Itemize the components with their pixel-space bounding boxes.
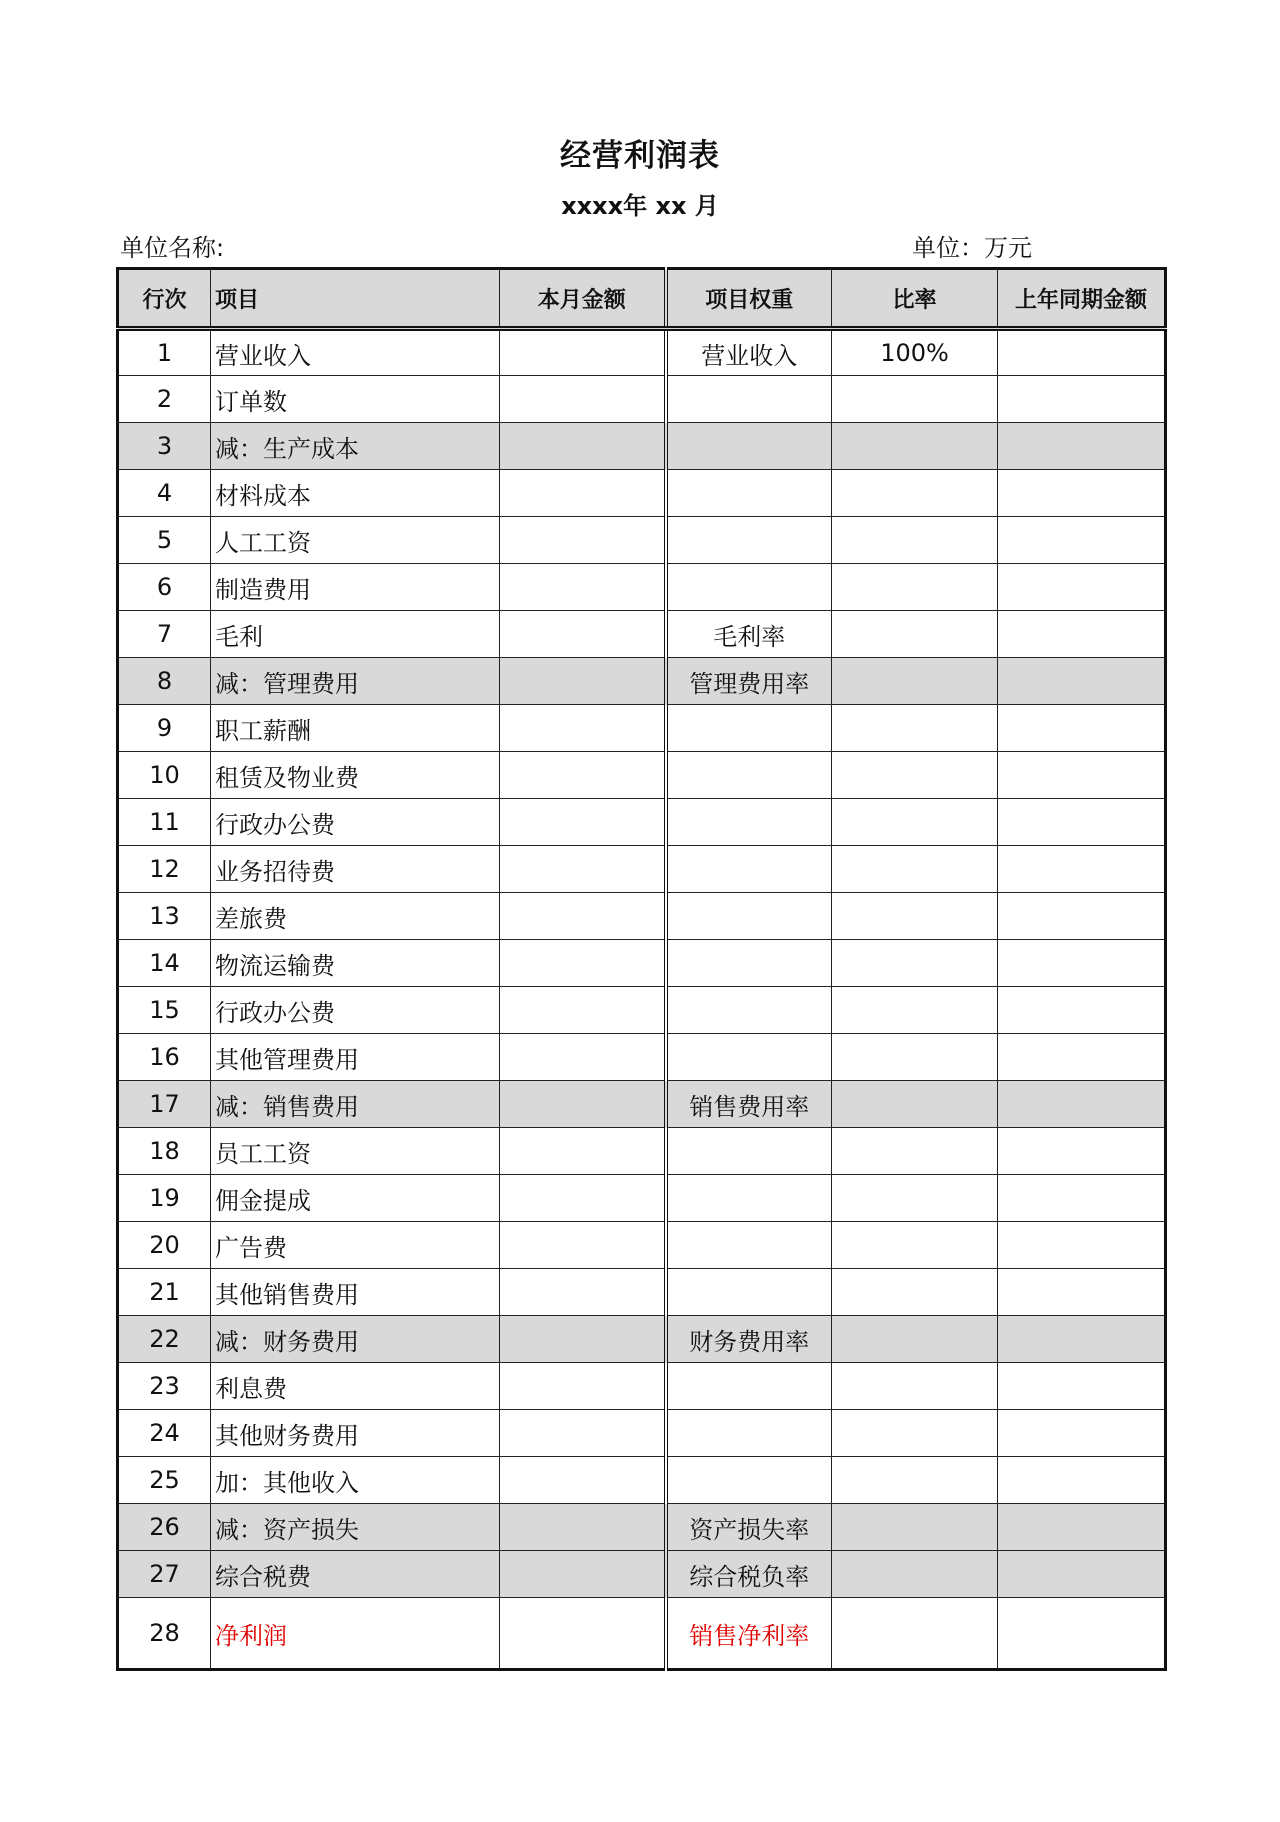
item-name-cell: 减：销售费用: [211, 1081, 500, 1128]
ratio-cell[interactable]: [832, 1081, 998, 1128]
current-month-amount-cell[interactable]: [500, 1222, 666, 1269]
row-number-cell: 20: [118, 1222, 211, 1269]
item-weight-cell: [666, 1410, 832, 1457]
item-name-cell: 其他销售费用: [211, 1269, 500, 1316]
item-weight-cell: [666, 1269, 832, 1316]
item-weight-cell: [666, 940, 832, 987]
current-month-amount-cell[interactable]: [500, 1457, 666, 1504]
ratio-cell[interactable]: [832, 1269, 998, 1316]
item-weight-cell: 营业收入: [666, 329, 832, 376]
item-weight-cell: [666, 1222, 832, 1269]
table-row: [118, 846, 1166, 893]
ratio-cell[interactable]: [832, 611, 998, 658]
ratio-cell[interactable]: [832, 564, 998, 611]
prior-year-amount-cell[interactable]: [998, 658, 1166, 705]
row-number-cell: 28: [118, 1598, 211, 1670]
item-name-cell: 广告费: [211, 1222, 500, 1269]
item-name-cell: 减：财务费用: [211, 1316, 500, 1363]
table-row: [118, 564, 1166, 611]
table-row: [118, 1081, 1166, 1128]
item-name-cell: 加：其他收入: [211, 1457, 500, 1504]
row-number-cell: 21: [118, 1269, 211, 1316]
header-item-weight: 项目权重: [666, 269, 832, 329]
item-weight-cell: [666, 517, 832, 564]
ratio-cell[interactable]: [832, 1175, 998, 1222]
prior-year-amount-cell[interactable]: [998, 1222, 1166, 1269]
prior-year-amount-cell[interactable]: [998, 1598, 1166, 1670]
table-row: [118, 1034, 1166, 1081]
item-weight-cell: [666, 376, 832, 423]
prior-year-amount-cell[interactable]: [998, 1504, 1166, 1551]
item-name-cell: 利息费: [211, 1363, 500, 1410]
item-weight-cell: [666, 752, 832, 799]
item-weight-cell: [666, 987, 832, 1034]
prior-year-amount-cell[interactable]: [998, 423, 1166, 470]
table-row: [118, 1410, 1166, 1457]
current-month-amount-cell[interactable]: [500, 1410, 666, 1457]
item-weight-cell: 资产损失率: [666, 1504, 832, 1551]
row-number-cell: 18: [118, 1128, 211, 1175]
ratio-cell[interactable]: [832, 1598, 998, 1670]
current-month-amount-cell[interactable]: [500, 846, 666, 893]
row-number-cell: 24: [118, 1410, 211, 1457]
table-row: [118, 1128, 1166, 1175]
profit-statement-table: [116, 267, 1167, 1671]
table-row: [118, 752, 1166, 799]
item-name-cell: 综合税费: [211, 1551, 500, 1598]
item-name-cell: 减：生产成本: [211, 423, 500, 470]
table-row: [118, 376, 1166, 423]
header-prior-year-amount: 上年同期金额: [998, 269, 1166, 329]
ratio-cell[interactable]: [832, 752, 998, 799]
item-name-cell: 行政办公费: [211, 987, 500, 1034]
current-month-amount-cell[interactable]: [500, 987, 666, 1034]
item-name-cell: 行政办公费: [211, 799, 500, 846]
current-month-amount-cell[interactable]: [500, 564, 666, 611]
ratio-cell[interactable]: [832, 376, 998, 423]
current-month-amount-cell[interactable]: [500, 517, 666, 564]
item-weight-cell: [666, 799, 832, 846]
row-number-cell: 6: [118, 564, 211, 611]
item-weight-cell: [666, 470, 832, 517]
row-number-cell: 17: [118, 1081, 211, 1128]
ratio-cell[interactable]: [832, 940, 998, 987]
table-row: [118, 893, 1166, 940]
item-name-cell: 减：管理费用: [211, 658, 500, 705]
table-body: [118, 329, 1166, 1670]
item-weight-cell: [666, 1034, 832, 1081]
row-number-cell: 10: [118, 752, 211, 799]
ratio-cell[interactable]: [832, 1222, 998, 1269]
row-number-cell: 2: [118, 376, 211, 423]
row-number-cell: 16: [118, 1034, 211, 1081]
row-number-cell: 9: [118, 705, 211, 752]
prior-year-amount-cell[interactable]: [998, 376, 1166, 423]
item-weight-cell: [666, 1457, 832, 1504]
ratio-cell[interactable]: [832, 1410, 998, 1457]
item-name-cell: 制造费用: [211, 564, 500, 611]
prior-year-amount-cell[interactable]: [998, 893, 1166, 940]
table-row: [118, 1269, 1166, 1316]
prior-year-amount-cell[interactable]: [998, 752, 1166, 799]
ratio-cell[interactable]: [832, 987, 998, 1034]
item-name-cell: 毛利: [211, 611, 500, 658]
table-row: [118, 705, 1166, 752]
table-row: [118, 1504, 1166, 1551]
item-weight-cell: [666, 1363, 832, 1410]
current-month-amount-cell[interactable]: [500, 1598, 666, 1670]
current-month-amount-cell[interactable]: [500, 1551, 666, 1598]
unit-name-label: 单位名称:: [120, 234, 225, 262]
table-row: [118, 1175, 1166, 1222]
prior-year-amount-cell[interactable]: [998, 1551, 1166, 1598]
ratio-cell[interactable]: [832, 1034, 998, 1081]
header-row-number: 行次: [118, 269, 211, 329]
header-ratio: 比率: [832, 269, 998, 329]
row-number-cell: 5: [118, 517, 211, 564]
prior-year-amount-cell[interactable]: [998, 1175, 1166, 1222]
current-month-amount-cell[interactable]: [500, 1081, 666, 1128]
prior-year-amount-cell[interactable]: [998, 1457, 1166, 1504]
row-number-cell: 13: [118, 893, 211, 940]
table-row: [118, 940, 1166, 987]
item-name-cell: 材料成本: [211, 470, 500, 517]
prior-year-amount-cell[interactable]: [998, 1363, 1166, 1410]
table-row: [118, 658, 1166, 705]
prior-year-amount-cell[interactable]: [998, 705, 1166, 752]
current-month-amount-cell[interactable]: [500, 1034, 666, 1081]
item-weight-cell: [666, 1128, 832, 1175]
item-name-cell: 租赁及物业费: [211, 752, 500, 799]
table-header-row: [118, 269, 1166, 329]
ratio-cell[interactable]: [832, 893, 998, 940]
row-number-cell: 7: [118, 611, 211, 658]
current-month-amount-cell[interactable]: [500, 1269, 666, 1316]
current-month-amount-cell[interactable]: [500, 705, 666, 752]
item-weight-cell: [666, 705, 832, 752]
ratio-cell[interactable]: [832, 705, 998, 752]
prior-year-amount-cell[interactable]: [998, 470, 1166, 517]
ratio-cell[interactable]: [832, 517, 998, 564]
row-number-cell: 26: [118, 1504, 211, 1551]
header-item: 项目: [211, 269, 500, 329]
ratio-cell[interactable]: [832, 470, 998, 517]
row-number-cell: 8: [118, 658, 211, 705]
current-month-amount-cell[interactable]: [500, 658, 666, 705]
prior-year-amount-cell[interactable]: [998, 1128, 1166, 1175]
ratio-cell[interactable]: [832, 658, 998, 705]
row-number-cell: 19: [118, 1175, 211, 1222]
prior-year-amount-cell[interactable]: [998, 329, 1166, 376]
current-month-amount-cell[interactable]: [500, 1504, 666, 1551]
table-row: [118, 1457, 1166, 1504]
table-row: [118, 1316, 1166, 1363]
table-row: [118, 1551, 1166, 1598]
item-name-cell: 业务招待费: [211, 846, 500, 893]
item-weight-cell: 管理费用率: [666, 658, 832, 705]
table-row: [118, 611, 1166, 658]
table-row: [118, 517, 1166, 564]
ratio-cell[interactable]: [832, 1504, 998, 1551]
row-number-cell: 12: [118, 846, 211, 893]
prior-year-amount-cell[interactable]: [998, 517, 1166, 564]
item-weight-cell: 销售净利率: [666, 1598, 832, 1670]
item-name-cell: 净利润: [211, 1598, 500, 1670]
row-number-cell: 14: [118, 940, 211, 987]
item-weight-cell: [666, 564, 832, 611]
item-weight-cell: [666, 423, 832, 470]
prior-year-amount-cell[interactable]: [998, 1034, 1166, 1081]
table-row: [118, 329, 1166, 376]
table-row: [118, 799, 1166, 846]
item-weight-cell: 销售费用率: [666, 1081, 832, 1128]
prior-year-amount-cell[interactable]: [998, 564, 1166, 611]
item-name-cell: 差旅费: [211, 893, 500, 940]
prior-year-amount-cell[interactable]: [998, 1269, 1166, 1316]
row-number-cell: 23: [118, 1363, 211, 1410]
header-current-month-amount: 本月金额: [500, 269, 666, 329]
current-month-amount-cell[interactable]: [500, 470, 666, 517]
report-period: xxxx年 xx 月: [561, 192, 719, 220]
current-month-amount-cell[interactable]: [500, 799, 666, 846]
item-name-cell: 职工薪酬: [211, 705, 500, 752]
prior-year-amount-cell[interactable]: [998, 799, 1166, 846]
prior-year-amount-cell[interactable]: [998, 1081, 1166, 1128]
current-month-amount-cell[interactable]: [500, 611, 666, 658]
ratio-cell[interactable]: [832, 1551, 998, 1598]
table-row: [118, 1598, 1166, 1670]
current-month-amount-cell[interactable]: [500, 1175, 666, 1222]
ratio-cell[interactable]: [832, 846, 998, 893]
table-row: [118, 987, 1166, 1034]
item-name-cell: 其他财务费用: [211, 1410, 500, 1457]
ratio-cell[interactable]: [832, 799, 998, 846]
prior-year-amount-cell[interactable]: [998, 987, 1166, 1034]
table-row: [118, 423, 1166, 470]
current-month-amount-cell[interactable]: [500, 940, 666, 987]
item-weight-cell: 毛利率: [666, 611, 832, 658]
report-title: 经营利润表: [560, 138, 720, 174]
table-row: [118, 470, 1166, 517]
row-number-cell: 15: [118, 987, 211, 1034]
prior-year-amount-cell[interactable]: [998, 1316, 1166, 1363]
current-month-amount-cell[interactable]: [500, 329, 666, 376]
ratio-cell[interactable]: [832, 1363, 998, 1410]
ratio-cell[interactable]: [832, 1128, 998, 1175]
current-month-amount-cell[interactable]: [500, 752, 666, 799]
item-name-cell: 人工工资: [211, 517, 500, 564]
item-weight-cell: [666, 893, 832, 940]
ratio-cell[interactable]: [832, 1316, 998, 1363]
row-number-cell: 22: [118, 1316, 211, 1363]
current-month-amount-cell[interactable]: [500, 423, 666, 470]
row-number-cell: 4: [118, 470, 211, 517]
item-weight-cell: 财务费用率: [666, 1316, 832, 1363]
prior-year-amount-cell[interactable]: [998, 940, 1166, 987]
current-month-amount-cell[interactable]: [500, 893, 666, 940]
item-name-cell: 佣金提成: [211, 1175, 500, 1222]
table-row: [118, 1363, 1166, 1410]
item-name-cell: 其他管理费用: [211, 1034, 500, 1081]
current-month-amount-cell[interactable]: [500, 1363, 666, 1410]
item-weight-cell: 综合税负率: [666, 1551, 832, 1598]
ratio-cell[interactable]: [832, 1457, 998, 1504]
current-month-amount-cell[interactable]: [500, 376, 666, 423]
item-weight-cell: [666, 846, 832, 893]
row-number-cell: 1: [118, 329, 211, 376]
item-name-cell: 减：资产损失: [211, 1504, 500, 1551]
item-name-cell: 订单数: [211, 376, 500, 423]
ratio-cell[interactable]: 100%: [832, 329, 998, 376]
current-month-amount-cell[interactable]: [500, 1316, 666, 1363]
item-name-cell: 员工工资: [211, 1128, 500, 1175]
current-month-amount-cell[interactable]: [500, 1128, 666, 1175]
row-number-cell: 25: [118, 1457, 211, 1504]
prior-year-amount-cell[interactable]: [998, 1410, 1166, 1457]
item-weight-cell: [666, 1175, 832, 1222]
table-row: [118, 1222, 1166, 1269]
prior-year-amount-cell[interactable]: [998, 846, 1166, 893]
ratio-cell[interactable]: [832, 423, 998, 470]
row-number-cell: 27: [118, 1551, 211, 1598]
item-name-cell: 营业收入: [211, 329, 500, 376]
prior-year-amount-cell[interactable]: [998, 611, 1166, 658]
unit-label: 单位：万元: [912, 234, 1032, 262]
item-name-cell: 物流运输费: [211, 940, 500, 987]
row-number-cell: 3: [118, 423, 211, 470]
row-number-cell: 11: [118, 799, 211, 846]
